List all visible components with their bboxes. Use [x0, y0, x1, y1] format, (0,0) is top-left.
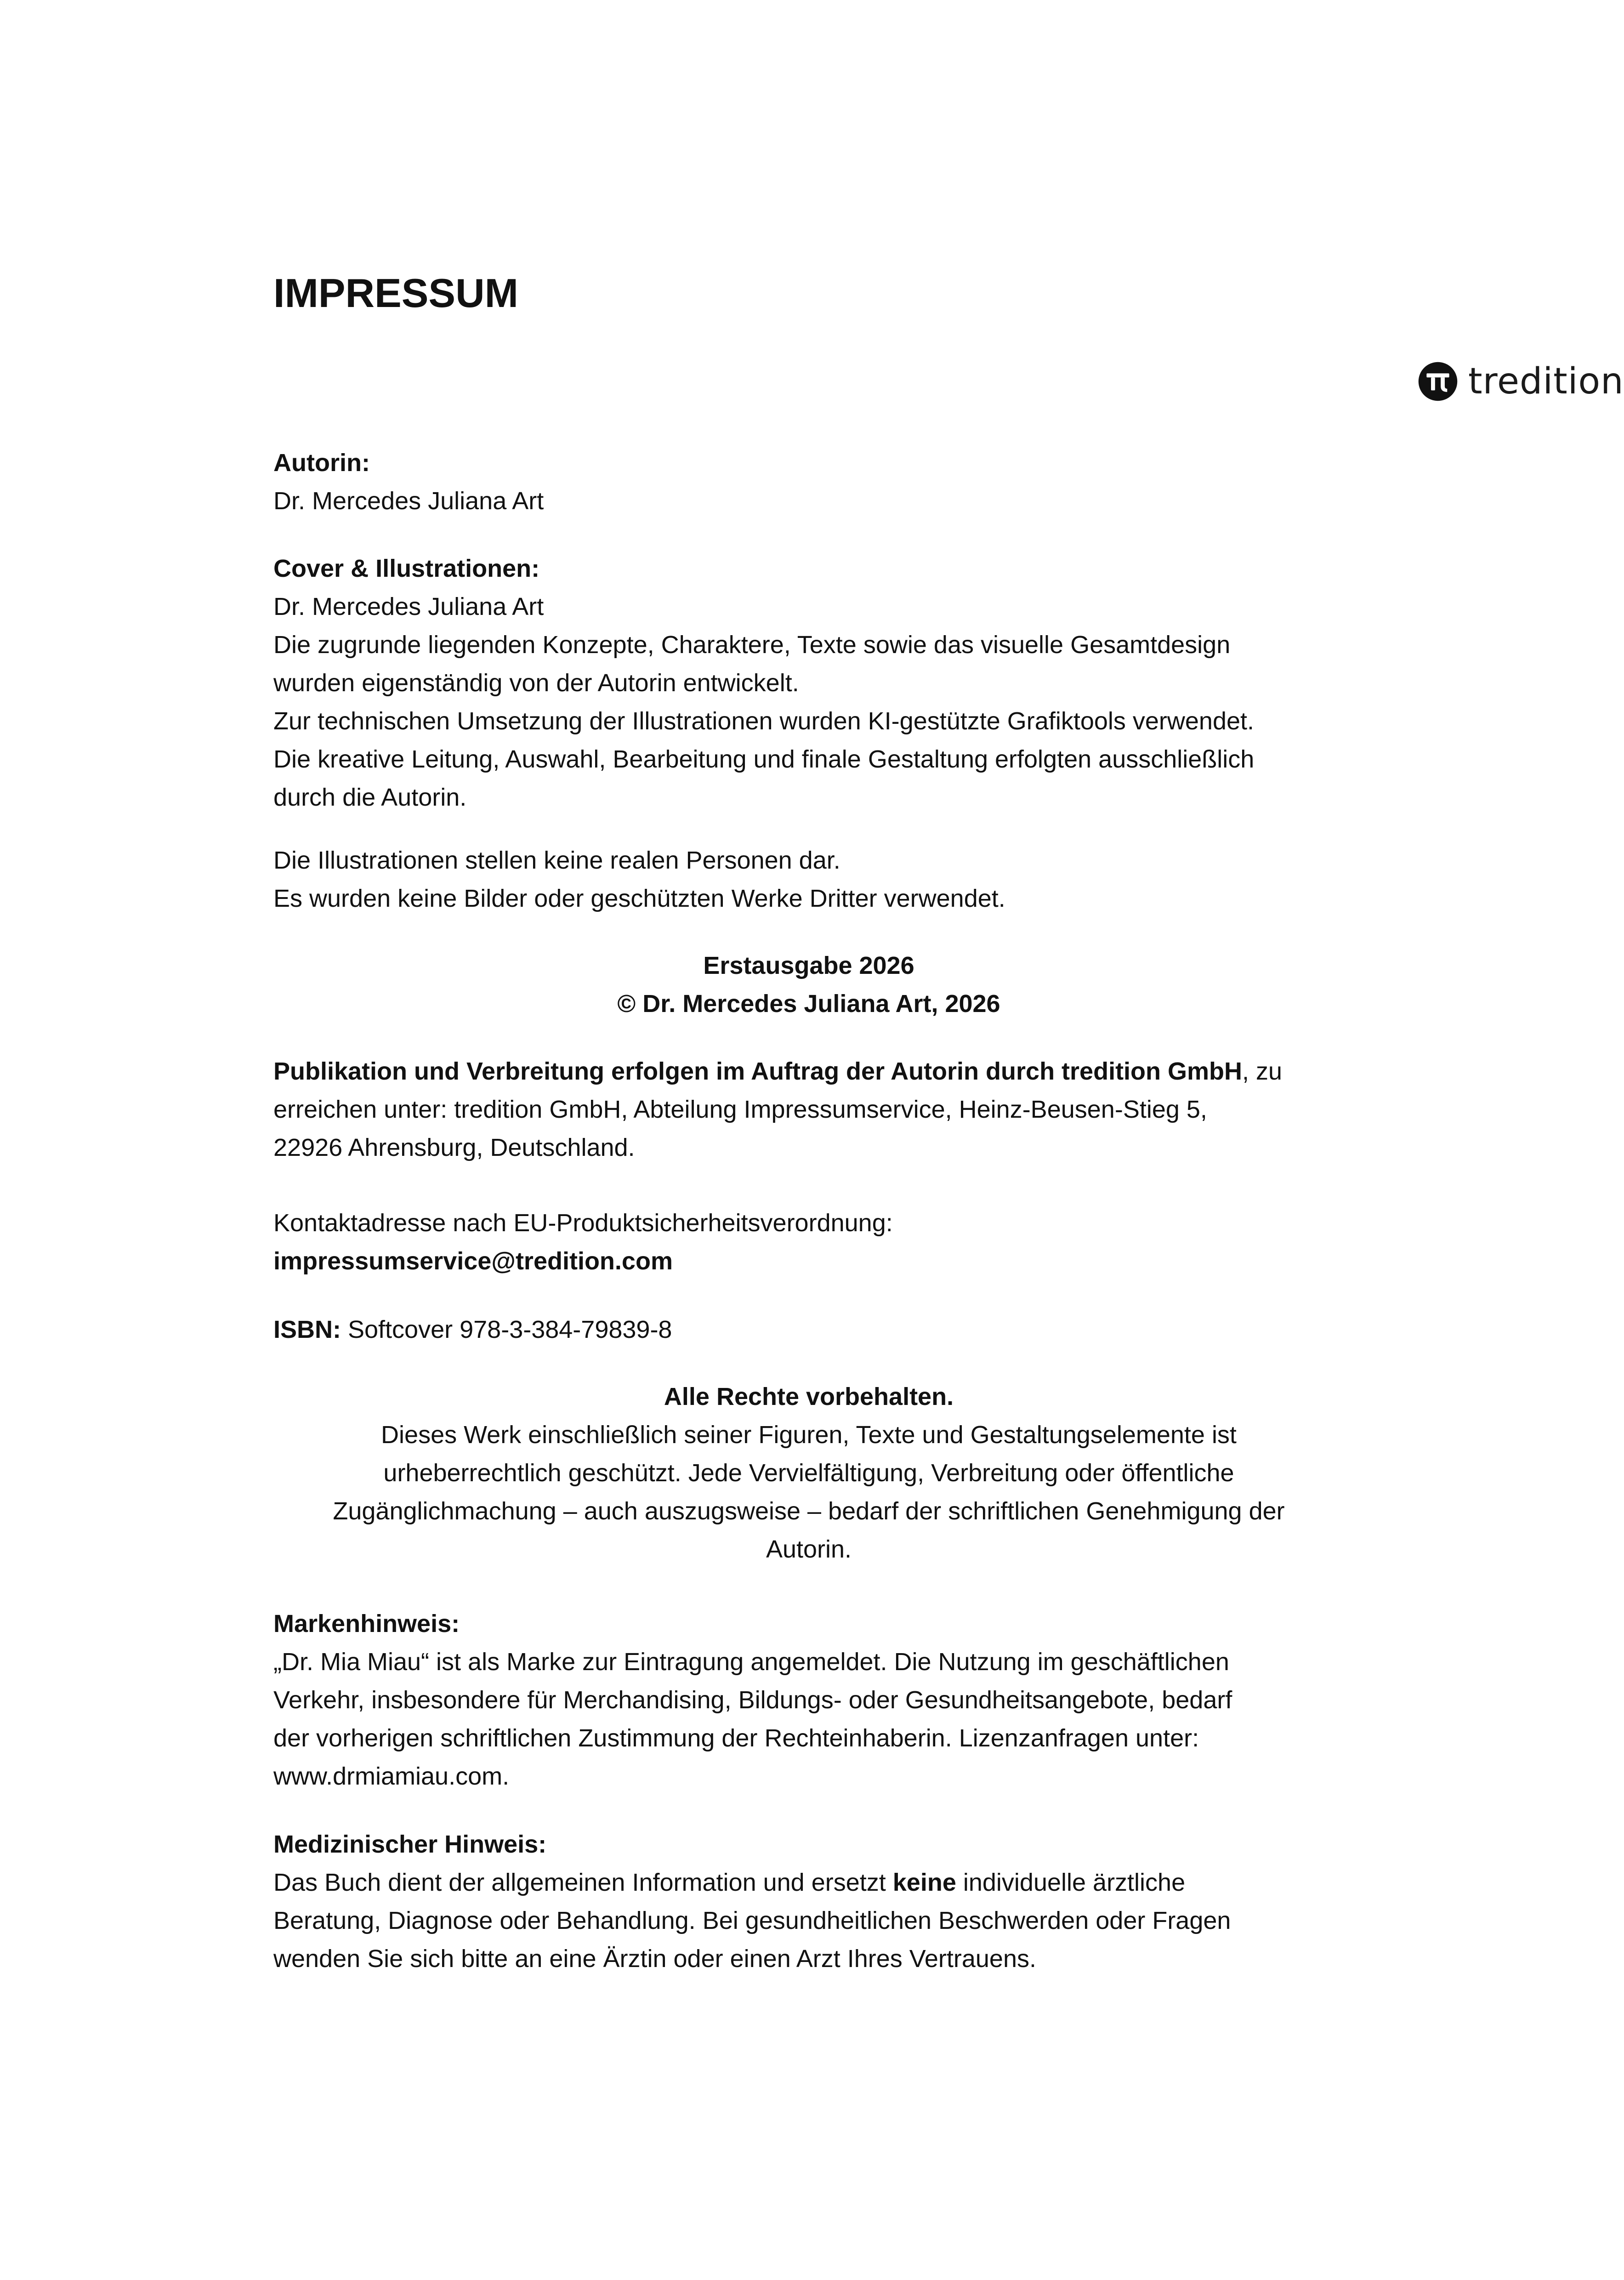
medical-emphasis: keine — [892, 1869, 956, 1896]
rights-line: Dieses Werk einschließlich seiner Figuren, Texte und Gestaltungselemente ist — [381, 1421, 1237, 1449]
trademark-heading: Markenhinweis: — [273, 1610, 460, 1638]
tredition-logo-text: tredition — [1468, 361, 1624, 402]
medical-line-end: individuelle ärztliche — [956, 1869, 1186, 1896]
author-heading: Autorin: — [273, 449, 370, 477]
medical-line: wenden Sie sich bitte an eine Ärztin oder einen Arzt Ihres Vertrauens. — [273, 1945, 1036, 1973]
cover-line: Die kreative Leitung, Auswahl, Bearbeitung und finale Gestaltung erfolgten ausschließlich — [273, 745, 1255, 773]
cover-line: Die zugrunde liegenden Konzepte, Charaktere, Texte sowie das visuelle Gesamtdesign — [273, 631, 1231, 659]
publication-line — [273, 1052, 1344, 1091]
isbn-value: Softcover 978-3-384-79839-8 — [341, 1316, 672, 1343]
rights-line: Zugänglichmachung – auch auszugsweise – bedarf der schriftlichen Genehmigung der — [333, 1497, 1285, 1525]
publication-line: 22926 Ahrensburg, Deutschland. — [273, 1134, 635, 1161]
cover-line: Zur technischen Umsetzung der Illustrationen wurden KI-gestützte Grafiktools verwendet. — [273, 707, 1255, 735]
edition-year: Erstausgabe 2026 — [703, 952, 914, 979]
author-section — [273, 444, 1344, 520]
trademark-section — [273, 1605, 1344, 1796]
medical-notice-section — [273, 1825, 1344, 1978]
copyright-line: © Dr. Mercedes Juliana Art, 2026 — [617, 990, 1000, 1018]
rights-line: Autorin. — [766, 1535, 852, 1563]
medical-heading: Medizinischer Hinweis: — [273, 1831, 547, 1858]
isbn-line — [273, 1311, 1344, 1349]
publication-statement-tail: , zu — [1242, 1058, 1283, 1085]
medical-line — [273, 1864, 1344, 1902]
contact-label: Kontaktadresse nach EU-Produktsicherheitsverordnung: — [273, 1209, 893, 1237]
illustration-note-line: Die Illustrationen stellen keine realen Personen dar. — [273, 847, 840, 874]
publication-line: erreichen unter: tredition GmbH, Abteilung Impressumservice, Heinz-Beusen-Stieg 5, — [273, 1096, 1207, 1123]
trademark-line: Verkehr, insbesondere für Merchandising, Bildungs- oder Gesundheitsangebote, bedarf — [273, 1686, 1232, 1714]
isbn-section — [273, 1311, 1344, 1349]
cover-line: Dr. Mercedes Juliana Art — [273, 593, 544, 620]
contact-section — [273, 1204, 1344, 1280]
page-title: IMPRESSUM — [273, 270, 518, 316]
tredition-logo-icon — [1418, 361, 1458, 402]
publication-statement: Publikation und Verbreitung erfolgen im Auftrag der Autorin durch tredition GmbH — [273, 1058, 1243, 1085]
rights-heading: Alle Rechte vorbehalten. — [664, 1383, 954, 1410]
contact-email: impressumservice@tredition.com — [273, 1247, 673, 1275]
publication-section — [273, 1052, 1344, 1167]
isbn-label: ISBN: — [273, 1316, 341, 1343]
tredition-logo — [1418, 361, 1624, 402]
author-name: Dr. Mercedes Juliana Art — [273, 487, 544, 515]
trademark-line: „Dr. Mia Miau“ ist als Marke zur Eintragung angemeldet. Die Nutzung im geschäftlichen — [273, 1648, 1229, 1676]
cover-line: durch die Autorin. — [273, 784, 467, 811]
edition-section — [273, 947, 1344, 1023]
trademark-line: der vorherigen schriftlichen Zustimmung der Rechteinhaberin. Lizenzanfragen unter: — [273, 1724, 1199, 1752]
illustration-note — [273, 841, 1344, 918]
cover-line: wurden eigenständig von der Autorin entwickelt. — [273, 669, 799, 697]
cover-illustrations-section — [273, 550, 1344, 817]
rights-section — [273, 1378, 1344, 1569]
illustration-note-line: Es wurden keine Bilder oder geschützten Werke Dritter verwendet. — [273, 885, 1005, 912]
medical-line-start: Das Buch dient der allgemeinen Information und ersetzt — [273, 1869, 893, 1896]
trademark-line: www.drmiamiau.com. — [273, 1763, 510, 1790]
rights-line: urheberrechtlich geschützt. Jede Vervielfältigung, Verbreitung oder öffentliche — [383, 1459, 1234, 1487]
medical-line: Beratung, Diagnose oder Behandlung. Bei gesundheitlichen Beschwerden oder Fragen — [273, 1907, 1231, 1934]
impressum-page — [273, 270, 1624, 1973]
cover-heading: Cover & Illustrationen: — [273, 555, 540, 582]
